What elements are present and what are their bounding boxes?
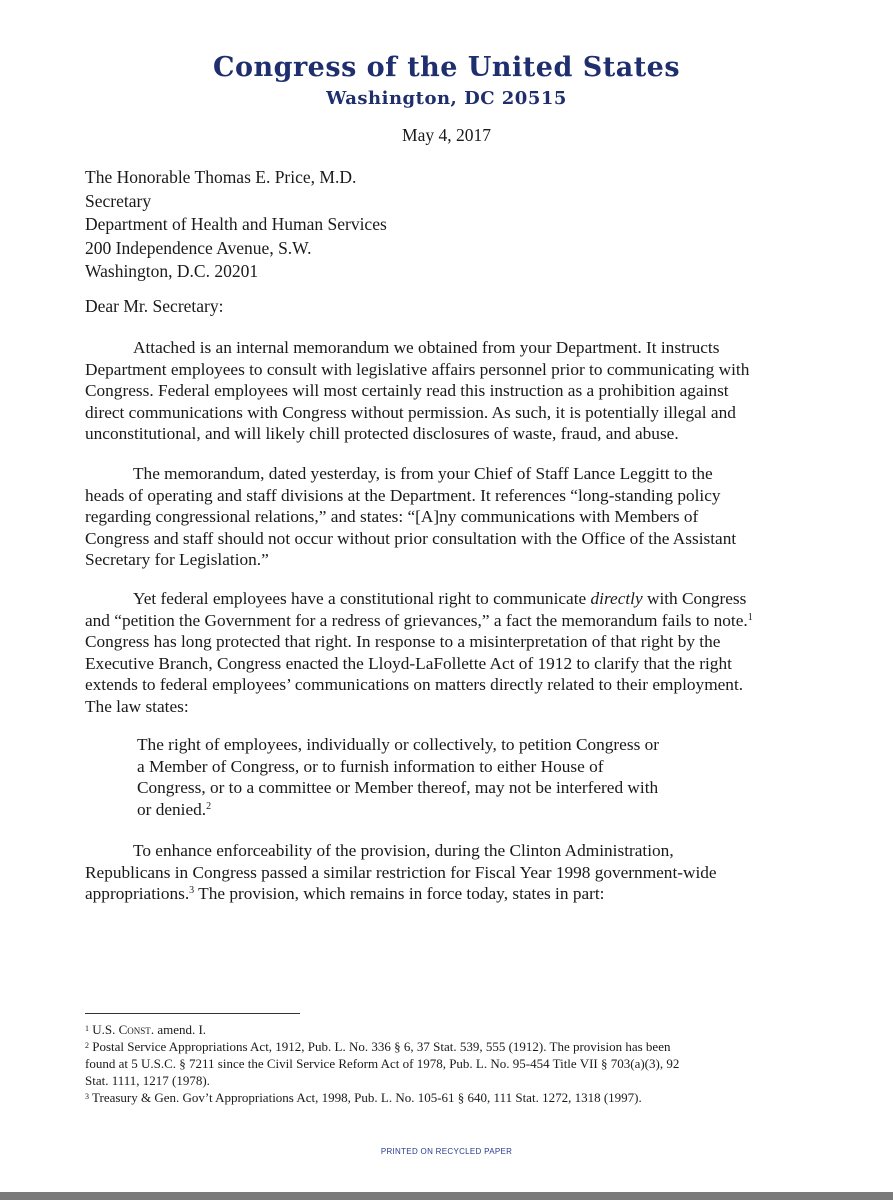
paragraph-4: [85, 840, 785, 905]
text-run: with Congress: [642, 589, 747, 608]
text-line: Congress has long protected that right. In response to a misinterpretation of that right by the: [85, 632, 721, 651]
address-line: The Honorable Thomas E. Price, M.D.: [85, 167, 357, 187]
footnote-number: 3: [85, 1092, 89, 1101]
text-line: [137, 799, 762, 821]
footnotes: [85, 1021, 679, 1106]
text-run: Yet federal employees have a constitutional right to communicate: [133, 589, 591, 608]
text-line: The memorandum, dated yesterday, is from your Chief of Staff Lance Leggitt to the: [133, 464, 713, 483]
footnote-number: 1: [85, 1024, 89, 1033]
footnote-number: 2: [85, 1041, 89, 1050]
text-line: extends to federal employees’ communications on matters directly related to their employment.: [85, 675, 744, 694]
page-bottom-edge: [0, 1192, 893, 1200]
block-quote: [137, 734, 762, 820]
footnote-ref-3: 3: [189, 885, 195, 896]
letterhead-subtitle: Washington, DC 20515: [326, 88, 567, 109]
text-line: unconstitutional, and will likely chill protected disclosures of waste, fraud, and abuse.: [85, 424, 679, 443]
footnote-ref-2: 2: [206, 800, 212, 812]
text-line: To enhance enforceability of the provision, during the Clinton Administration,: [133, 841, 674, 860]
text-run: appropriations.: [85, 884, 190, 903]
salutation: Dear Mr. Secretary:: [85, 296, 224, 316]
footnote-2: [85, 1038, 679, 1055]
paragraph-1: [85, 337, 785, 445]
address-line: Washington, D.C. 20201: [85, 261, 259, 281]
text-line: The right of employees, individually or collectively, to petition Congress or: [137, 735, 660, 754]
text-run: Treasury & Gen. Gov’t Appropriations Act, 1998, Pub. L. No. 105-61 § 640, 111 Stat. 1272, 1318 (1997).: [89, 1090, 642, 1105]
letter-date: May 4, 2017: [402, 125, 491, 145]
text-line: Congress, or to a committee or Member thereof, may not be interfered with: [137, 778, 659, 797]
text-run: U.S.: [89, 1022, 119, 1037]
footnote-1: [85, 1021, 679, 1038]
paragraph-3: [85, 588, 785, 717]
address-line: Secretary: [85, 190, 152, 211]
recycled-paper-notice: PRINTED ON RECYCLED PAPER: [380, 1147, 513, 1156]
text-line: Congress. Federal employees will most certainly read this instruction as a prohibition against: [85, 381, 729, 400]
recipient-address: [85, 166, 387, 284]
text-run: . amend. I.: [150, 1022, 207, 1037]
footnote-divider: [85, 1013, 300, 1014]
text-run: Const: [118, 1022, 151, 1037]
text-line: [85, 588, 785, 610]
text-run: and “petition the Government for a redress of grievances,” a fact the memorandum fails to note.: [85, 610, 748, 630]
text-line: Secretary for Legislation.”: [85, 550, 269, 569]
paragraph-2: [85, 463, 785, 571]
letterhead-title: Congress of the United States: [212, 52, 681, 83]
footnote-2-line: found at 5 U.S.C. § 7211 since the Civil Service Reform Act of 1978, Pub. L. No. 95-454 Title VII § 703(a)(3), 92: [85, 1056, 680, 1071]
text-run: Postal Service Appropriations Act, 1912, Pub. L. No. 336 § 6, 37 Stat. 539, 555 (1912). The provision has been: [89, 1039, 671, 1054]
text-run: or denied.: [137, 799, 207, 819]
text-line: Executive Branch, Congress enacted the Lloyd-LaFollette Act of 1912 to clarify that the right: [85, 653, 732, 673]
footnote-3: [85, 1089, 679, 1106]
text-line: The law states:: [85, 696, 189, 716]
address-line: 200 Independence Avenue, S.W.: [85, 237, 312, 258]
footnote-2-line: Stat. 1111, 1217 (1978).: [85, 1073, 210, 1088]
text-line: direct communications with Congress without permission. As such, it is potentially illegal and: [85, 402, 736, 422]
text-line: heads of operating and staff divisions at the Department. It references “long-standing policy: [85, 485, 721, 505]
text-line: Department employees to consult with legislative affairs personnel prior to communicating with: [85, 359, 750, 379]
text-line: [85, 883, 785, 905]
text-line: Congress and staff should not occur without prior consultation with the Office of the Assistant: [85, 528, 737, 548]
text-line: a Member of Congress, or to furnish information to either House of: [137, 756, 604, 776]
text-run: The provision, which remains in force today, states in part:: [194, 884, 605, 903]
text-line: [85, 610, 785, 632]
text-line: Attached is an internal memorandum we obtained from your Department. It instructs: [133, 338, 720, 357]
address-line: Department of Health and Human Services: [85, 214, 387, 234]
emphasis-directly: directly: [590, 589, 643, 608]
text-line: Republicans in Congress passed a similar restriction for Fiscal Year 1998 government-wide: [85, 862, 717, 882]
text-line: regarding congressional relations,” and states: “[A]ny communications with Members of: [85, 507, 699, 526]
footnote-ref-1: 1: [747, 611, 753, 623]
